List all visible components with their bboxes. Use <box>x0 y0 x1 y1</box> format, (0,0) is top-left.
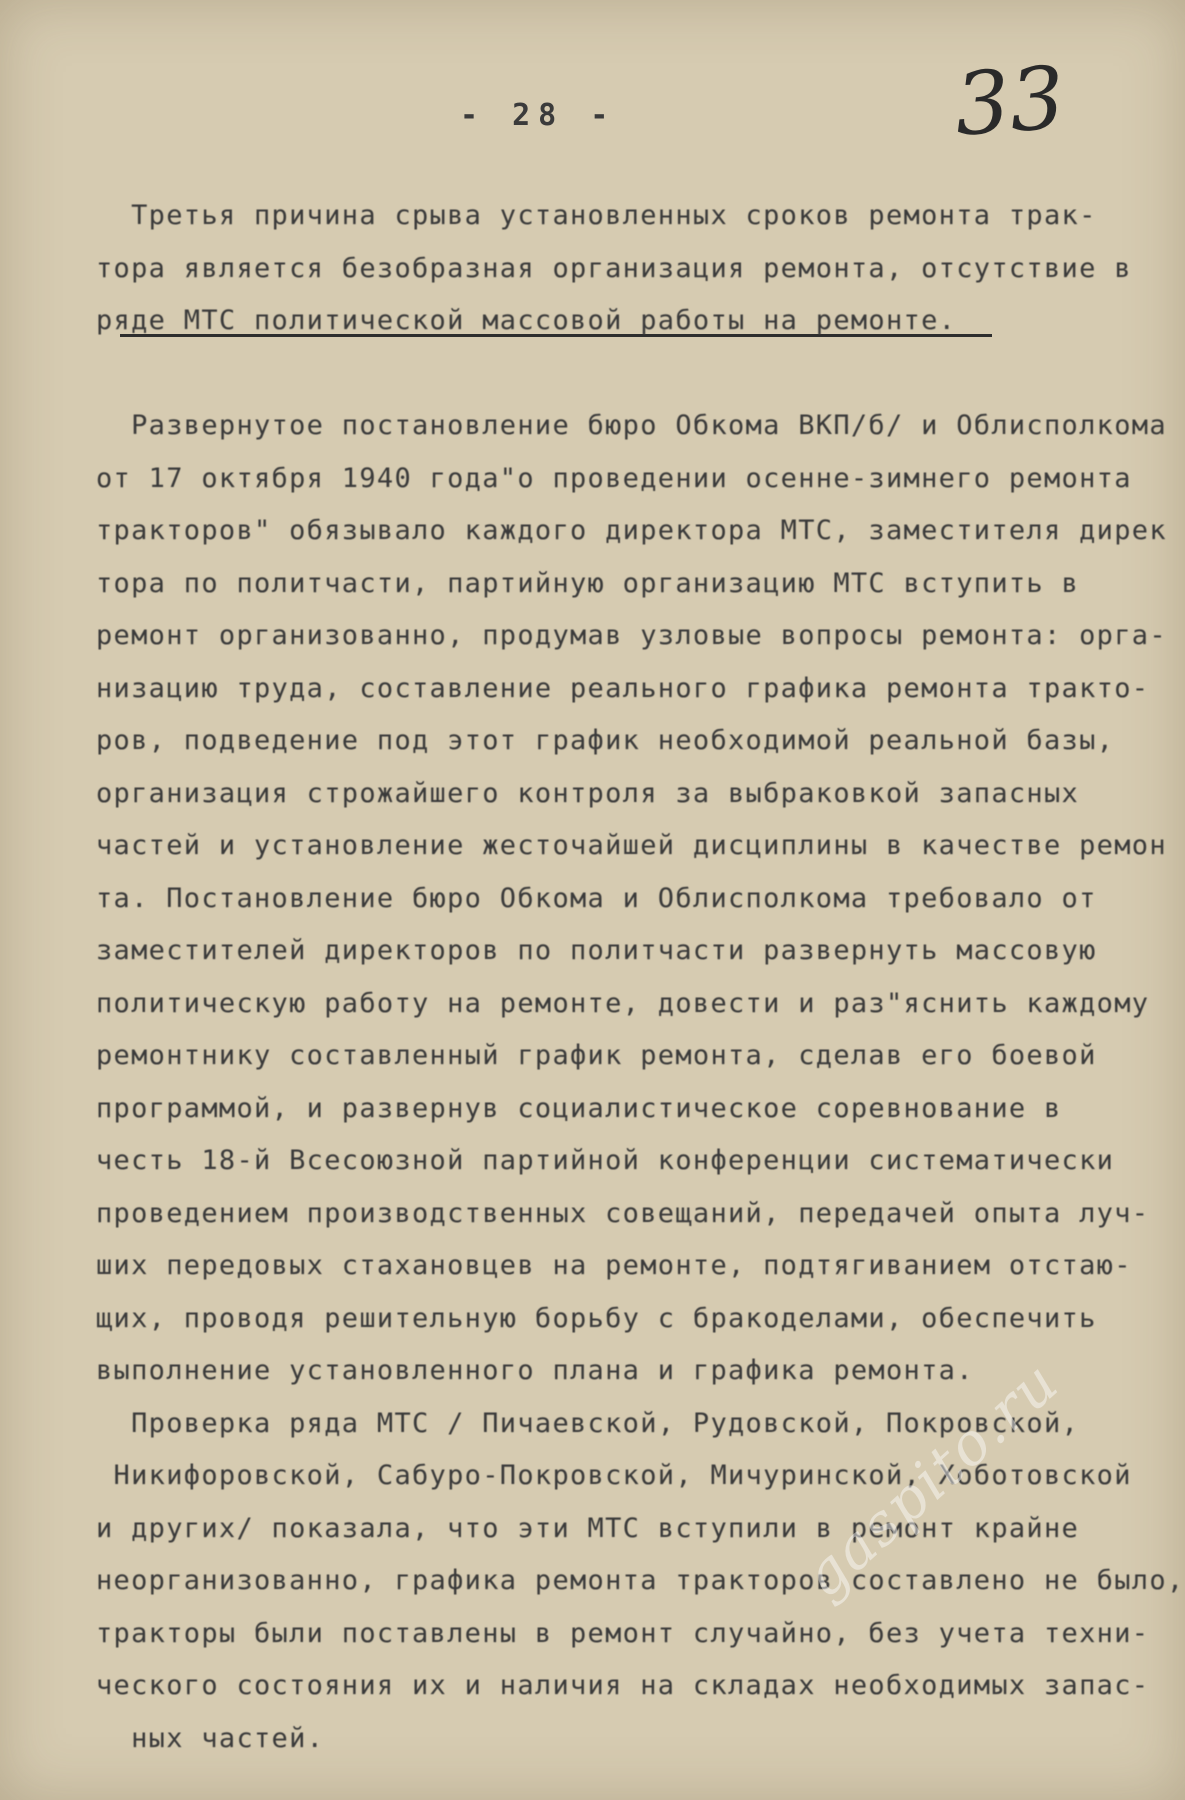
text-line: щих, проводя решительную борьбу с бракоделами, обеспечить <box>96 1302 1097 1334</box>
text-line: проведением производственных совещаний, передачей опыта луч- <box>96 1197 1150 1229</box>
text-line: ных частей. <box>96 1722 325 1754</box>
page-number: - 28 - <box>460 98 617 133</box>
text-line: ремонт организованно, продумав узловые вопросы ремонта: орга- <box>96 620 1167 651</box>
text-line: тракторов" обязывало каждого директора МТС, заместителя дирек <box>96 515 1167 546</box>
text-line: Проверка ряда МТС / Пичаевской, Рудовской, Покровской, <box>96 1407 1080 1439</box>
text-line: ших передовых стахановцев на ремонте, подтягиванием отстаю- <box>96 1250 1132 1281</box>
text-line: тора по политчасти, партийную организацию МТС вступить в <box>96 567 1080 599</box>
text-line: ремонтнику составленный график ремонта, сделав его боевой <box>96 1040 1097 1071</box>
text-line: ров, подведение под этот график необходимой реальной базы, <box>96 725 1115 756</box>
text-line: низацию труда, составление реального графика ремонта тракто- <box>96 672 1150 704</box>
text-line: политическую работу на ремонте, довести и раз"яснить каждому <box>96 987 1150 1019</box>
text-line: частей и установление жесточайшей дисциплины в качестве ремон <box>96 830 1167 861</box>
text-line: программой, и развернув социалистическое соревнование в <box>96 1092 1062 1124</box>
text-line: тора является безобразная организация ремонта, отсутствие в <box>96 252 1132 284</box>
text-line: выполнение установленного плана и графика ремонта. <box>96 1355 974 1386</box>
text-line: заместителей директоров по политчасти развернуть массовую <box>96 935 1097 966</box>
text-line: организация строжайшего контроля за выбраковкой запасных <box>96 777 1080 809</box>
watermark: gaspito.ru <box>790 1347 1072 1611</box>
archive-sheet-number: 33 <box>951 48 1068 156</box>
text-line: Третья причина срыва установленных сроков ремонта трак- <box>96 200 1097 231</box>
text-line: тракторы были поставлены в ремонт случайно, без учета техни- <box>96 1617 1150 1649</box>
text-line: и других/ показала, что эти МТС вступили в ремонт крайне <box>96 1512 1080 1544</box>
text-line: Никифоровской, Сабуро-Покровской, Мичуринской, Хоботовской <box>96 1460 1132 1491</box>
text-line: ческого состояния их и наличия на складах необходимых запас- <box>96 1670 1150 1701</box>
text-line: от 17 октября 1940 года"о проведении осенне-зимнего ремонта <box>96 462 1132 494</box>
text-line: та. Постановление бюро Обкома и Облисполкома требовало от <box>96 882 1097 914</box>
text-line <box>96 348 1176 401</box>
text-line: ряде МТС политической массовой работы на ремонте. <box>96 305 957 336</box>
body-text <box>96 190 1185 1765</box>
text-line: Развернутое постановление бюро Обкома ВКП/б/ и Облисполкома <box>96 410 1167 441</box>
text-line: неорганизованно, графика ремонта тракторов составлено не было, <box>96 1565 1185 1596</box>
text-line: честь 18-й Всесоюзной партийной конференции систематически <box>96 1145 1115 1176</box>
